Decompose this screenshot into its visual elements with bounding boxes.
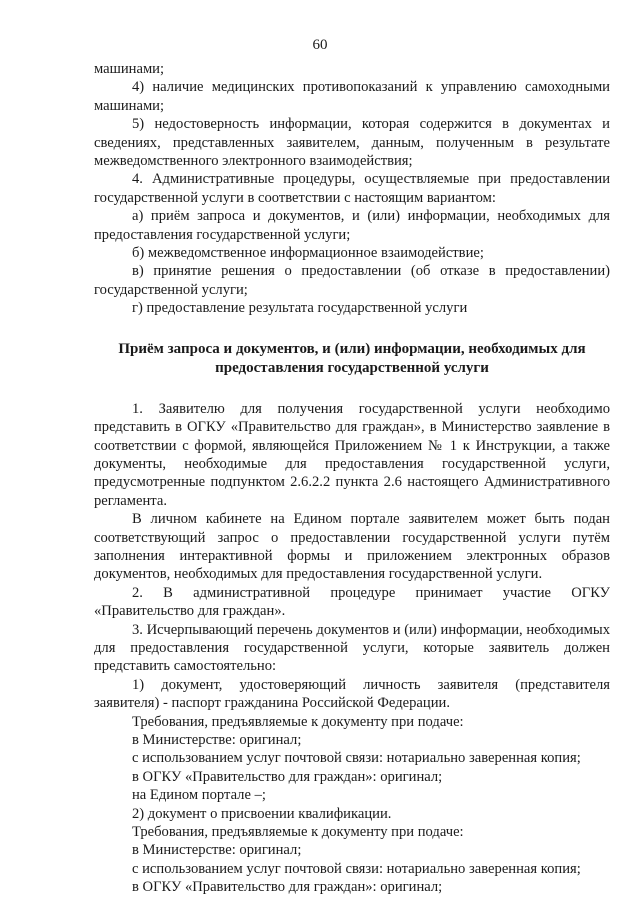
paragraph-1: 1. Заявителю для получения государственной услуги необходимо представить в ОГКУ «Правительство для граждан», в Министерство заявление в соответствии с формой, являющейся Приложением № 1 к Инструкции, а также документы, необходимые для предоставления государственной услуги, предусмотренные подпунктом 2.6.2.2 пункта 2.6 настоящего Административного регламента. xyxy=(94,400,610,509)
paragraph-item-5: 5) недостоверность информации, которая содержится в документах и сведениях, представленных заявителем, данным, полученным в результате межведомственного электронного взаимодействия; xyxy=(94,116,610,170)
paragraph-procedure-b: б) межведомственное информационное взаимодействие; xyxy=(132,245,484,262)
page-number: 60 xyxy=(312,37,328,53)
paragraph-continuation: машинами; xyxy=(94,61,165,77)
paragraph-procedure-a: а) приём запроса и документов, и (или) информации, необходимых для предоставления государственной услуги; xyxy=(94,208,610,243)
paragraph-ogku-2: в ОГКУ «Правительство для граждан»: оригинал; xyxy=(132,879,443,896)
paragraph-2: 2. В административной процедуре принимает участие ОГКУ «Правительство для граждан». xyxy=(94,584,610,620)
paragraph-requirements-2: Требования, предъявляемые к документу при подаче: xyxy=(132,824,464,841)
paragraph-procedure-v: в) принятие решения о предоставлении (об отказе в предоставлении) государственной услуги; xyxy=(94,263,610,298)
section-heading: Приём запроса и документов, и (или) информации, необходимых для предоставления государственной услуги xyxy=(118,340,586,376)
paragraph-ministry-2: в Министерстве: оригинал; xyxy=(132,842,302,859)
paragraph-item-4: 4) наличие медицинских противопоказаний к управлению самоходными машинами; xyxy=(94,79,610,114)
paragraph-ministry-1: в Министерстве: оригинал; xyxy=(132,732,302,748)
paragraph-requirements-1: Требования, предъявляемые к документу при подаче: xyxy=(132,713,464,730)
paragraph-document-2: 2) документ о присвоении квалификации. xyxy=(132,805,392,822)
paragraph-portal-1: на Едином портале –; xyxy=(132,787,266,804)
document-body xyxy=(94,60,610,897)
paragraph-postal-1: с использованием услуг почтовой связи: нотариально заверенная копия; xyxy=(132,750,581,767)
paragraph-document-1: 1) документ, удостоверяющий личность заявителя (представителя заявителя) - паспорт гражданина Российской Федерации. xyxy=(94,676,610,712)
paragraph-procedure-g: г) предоставление результата государственной услуги xyxy=(132,300,468,317)
paragraph-admin-procedures: 4. Административные процедуры, осуществляемые при предоставлении государственной услуги в соответствии с настоящим вариантом: xyxy=(94,171,610,206)
paragraph-3: 3. Исчерпывающий перечень документов и (или) информации, необходимых для предоставления государственной услуги, которые заявитель должен представить самостоятельно: xyxy=(94,621,610,675)
paragraph-postal-2: с использованием услуг почтовой связи: нотариально заверенная копия; xyxy=(132,860,581,877)
paragraph-personal-account: В личном кабинете на Едином портале заявителем может быть подан соответствующий запрос о предоставлении государственной услуги путём заполнения интерактивной формы и приложением электронных образов документов, необходимых для предоставления государственной услуги. xyxy=(94,511,610,583)
paragraph-ogku-1: в ОГКУ «Правительство для граждан»: оригинал; xyxy=(132,768,443,785)
